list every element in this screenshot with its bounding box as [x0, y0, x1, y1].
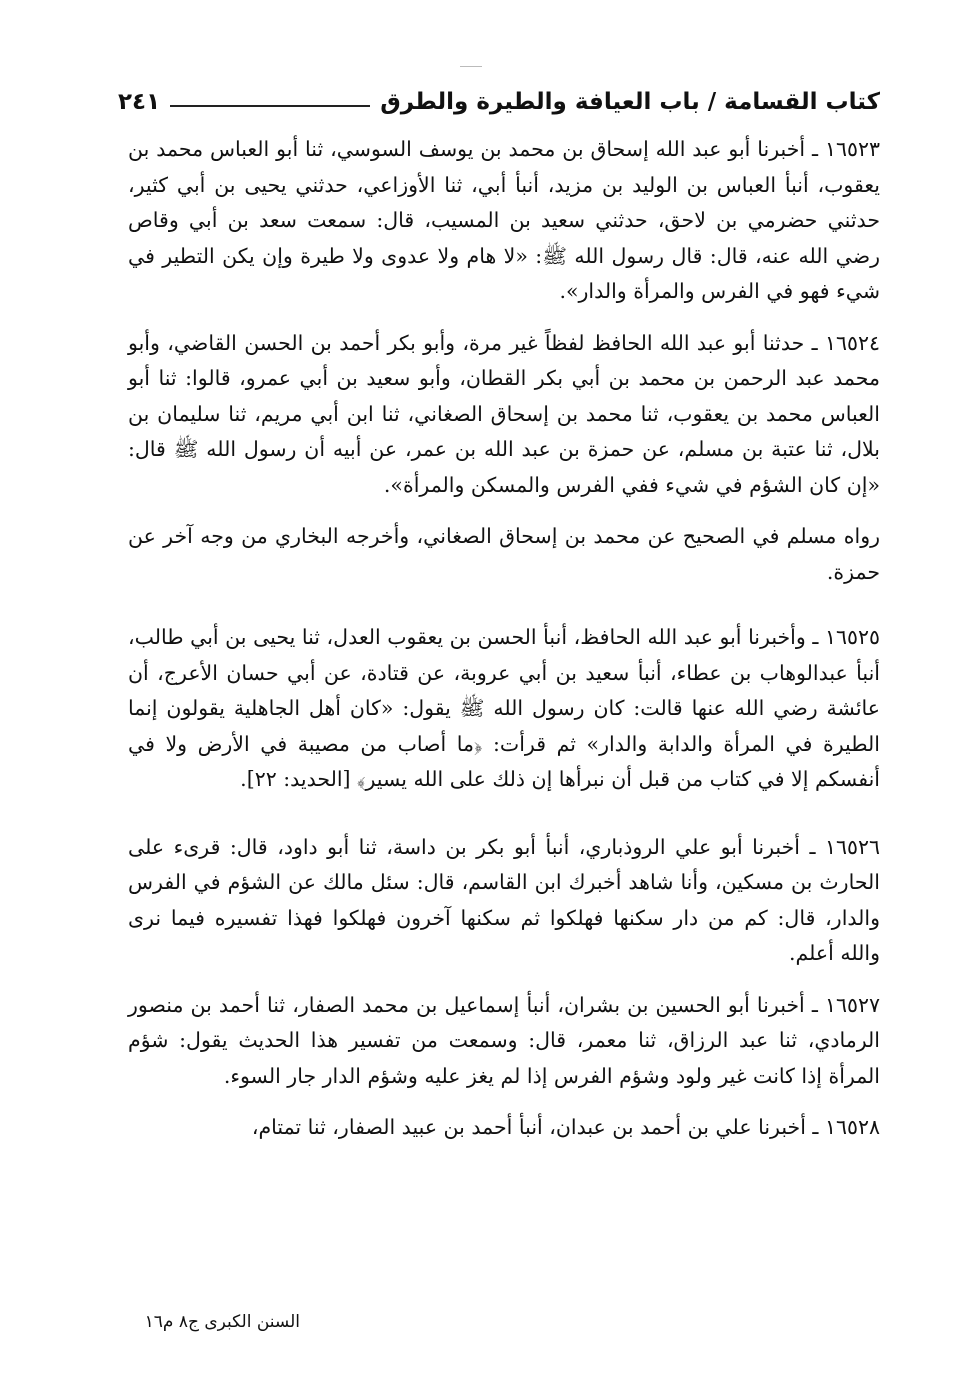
- hadith-16527: ١٦٥٢٧ ـ أخبرنا أبو الحسين بن بشران، أنبأ إسماعيل بن محمد الصفار، ثنا أحمد بن منصور الرمادي، ثنا عبد الرزاق، ثنا معمر، قال: وسمعت من تفسير هذا الحديث يقول: شؤم المرأة إذا كانت غير ولود وشؤم الفرس إذا لم يغز عليه وشؤم الدار جار السوء.: [128, 992, 880, 1088]
- signature-mark: السنن الكبرى ج٨ م١٦: [144, 1312, 300, 1332]
- hadith-16525: ١٦٥٢٥ ـ وأخبرنا أبو عبد الله الحافظ، أنبأ الحسن بن يعقوب العدل، ثنا يحيى بن أبي طالب، أنبأ عبدالوهاب بن عطاء، أنبأ سعيد بن أبي عروبة، عن قتادة، عن أبي حسان الأعرج، أن عائشة رضي الله عنها قالت: كان رسول الله ﷺ يقول: «كان أهل الجاهلية يقولون إنما الطيرة في المرأة والدابة والدار» ثم قرأت: ﴿ما أصاب من مصيبة في الأرض ولا في أنفسكم إلا في كتاب من قبل أن نبرأها إن ذلك على الله يسير﴾ [الحديد: ٢٢].: [128, 625, 880, 791]
- running-header: [118, 80, 880, 124]
- page-number: ٢٤١: [118, 89, 161, 115]
- hadith-16524: ١٦٥٢٤ ـ حدثنا أبو عبد الله الحافظ لفظاً غير مرة، وأبو بكر أحمد بن الحسن القاضي، وأبو محمد عبد الرحمن بن محمد بن أبي بكر القطان، وأبو سعيد بن أبي عمرو، قالوا: ثنا أبو العباس محمد بن يعقوب، ثنا محمد بن إسحاق الصغاني، ثنا ابن أبي مريم، ثنا سليمان بن بلال، ثنا عتبة بن مسلم، عن حمزة بن عبد الله بن عمر، عن أبيه أن رسول الله ﷺ قال: «إن كان الشؤم في شيء ففي الفرس والمسكن والمرأة».: [128, 330, 880, 497]
- top-edge-mark: [460, 66, 482, 67]
- hadith-16526: ١٦٥٢٦ ـ أخبرنا أبو علي الروذباري، أنبأ أبو بكر بن داسة، ثنا أبو داود، قال: قرىء على الحارث بن مسكين، وأنا شاهد أخبرك ابن القاسم، قال: سئل مالك عن الشؤم في الفرس والدار، قال: كم من دار سكنها فهلكوا ثم سكنها آخرون فهلكوا فهذا تفسيره فيما نرى والله أعلم.: [128, 834, 880, 965]
- header-rule: [170, 105, 370, 107]
- body-text: [128, 130, 880, 1146]
- hadith-16528: ١٦٥٢٨ ـ أخبرنا علي بن أحمد بن عبدان، أنبأ أحمد بن عبيد الصفار، ثنا تمتام،: [251, 1115, 880, 1139]
- header-title: كتاب القسامة / باب العيافة والطيرة والطرق: [380, 89, 880, 115]
- commentary-paragraph: رواه مسلم في الصحيح عن محمد بن إسحاق الصغاني، وأخرجه البخاري من وجه آخر عن حمزة.: [128, 524, 880, 584]
- hadith-16523: ١٦٥٢٣ ـ أخبرنا أبو عبد الله إسحاق بن محمد بن يوسف السوسي، ثنا أبو العباس محمد بن يعقوب، أنبأ العباس بن الوليد بن مزيد، أنبأ أبي، ثنا الأوزاعي، حدثني يحيى بن أبي كثير، حدثني حضرمي بن لاحق، حدثني سعيد بن المسيب، قال: سمعت سعد بن أبي وقاص رضي الله عنه، قال: قال رسول الله ﷺ: «لا هام ولا عدوى ولا طيرة وإن يكن التطير في شيء فهو في الفرس والمرأة والدار».: [128, 137, 880, 303]
